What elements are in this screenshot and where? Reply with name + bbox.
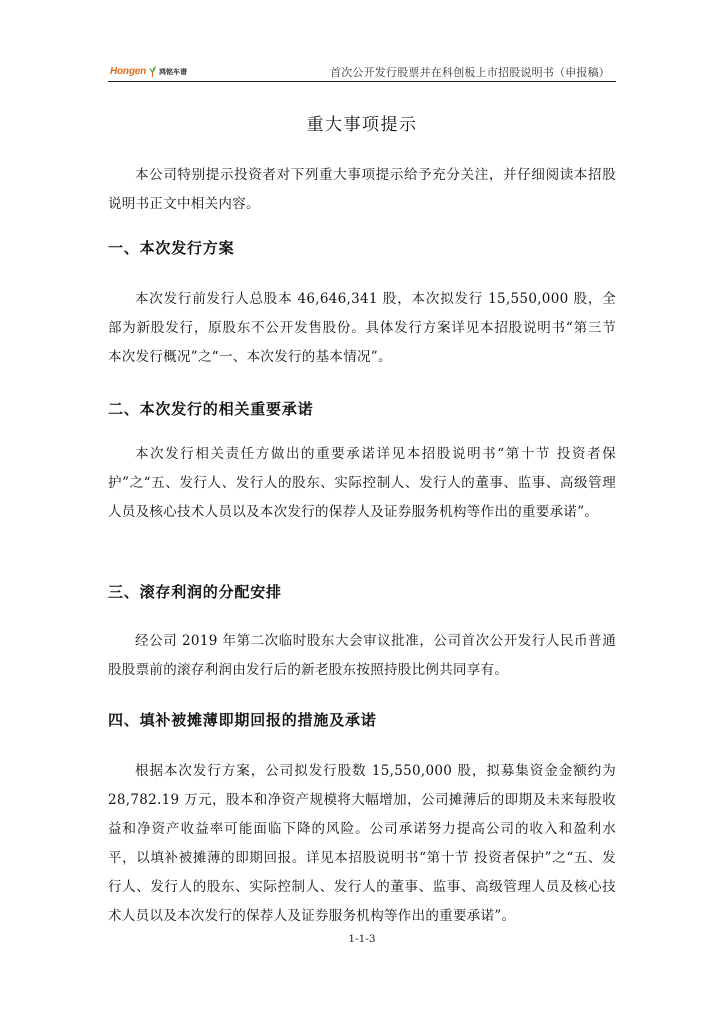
section-4-heading: 四、填补被摊薄即期回报的措施及承诺: [108, 711, 377, 729]
section-2-body: 本次发行相关责任方做出的重要承诺详见本招股说明书“第十节 投资者保护”之“五、发行人、发行人的股东、实际控制人、发行人的董事、监事、高级管理人员及核心技术人员以及本次发行的保荐人及证券服务机构等作出的重要承诺”。: [108, 446, 616, 520]
header-divider: [108, 81, 616, 82]
section-3-body: 经公司 2019 年第二次临时股东大会审议批准，公司首次公开发行人民币普通股股票前的滚存利润由发行后的新老股东按照持股比例共同享有。: [108, 633, 616, 678]
section-1-body: 本次发行前发行人总股本 46,646,341 股，本次拟发行 15,550,000 股，全部为新股发行，原股东不公开发售股份。具体发行方案详见本招股说明书“第三节 本次发行概况”之“一、本次发行的基本情况”。: [108, 291, 616, 365]
section-1-heading: 一、本次发行方案: [108, 239, 235, 257]
section-4-body: 根据本次发行方案，公司拟发行股数 15,550,000 股，拟募集资金金额约为 28,782.19 万元，股本和净资产规模将大幅增加，公司摊薄后的即期及未来每股收益和净资产收益率可能面临下降的风险。公司承诺努力提高公司的收入和盈利水平，以填补被摊薄的即期回报。详见本招股说明书“第十节 投资者保护”之“五、发行人、发行人的股东、实际控制人、发行人的董事、监事、高级管理人员及核心技术人员以及本次发行的保荐人及证券服务机构等作出的重要承诺”。: [108, 763, 616, 924]
section-2-heading: 二、本次发行的相关重要承诺: [108, 400, 314, 418]
logo-leaf-icon: [148, 65, 157, 77]
running-title: 首次公开发行股票并在科创板上市招股说明书（申报稿）: [330, 66, 610, 79]
company-logo: [110, 61, 187, 77]
page-header: [108, 58, 616, 82]
intro-paragraph: 本公司特别提示投资者对下列重大事项提示给予充分关注，并仔细阅读本招股说明书正文中相关内容。: [108, 167, 616, 212]
page-title: 重大事项提示: [306, 115, 418, 135]
page-number: 1-1-3: [348, 933, 376, 945]
section-3-heading: 三、滚存利润的分配安排: [108, 583, 282, 601]
logo-chinese-text: 鸿铭车谱: [159, 68, 188, 76]
logo-latin-text: Hongen: [110, 66, 147, 77]
